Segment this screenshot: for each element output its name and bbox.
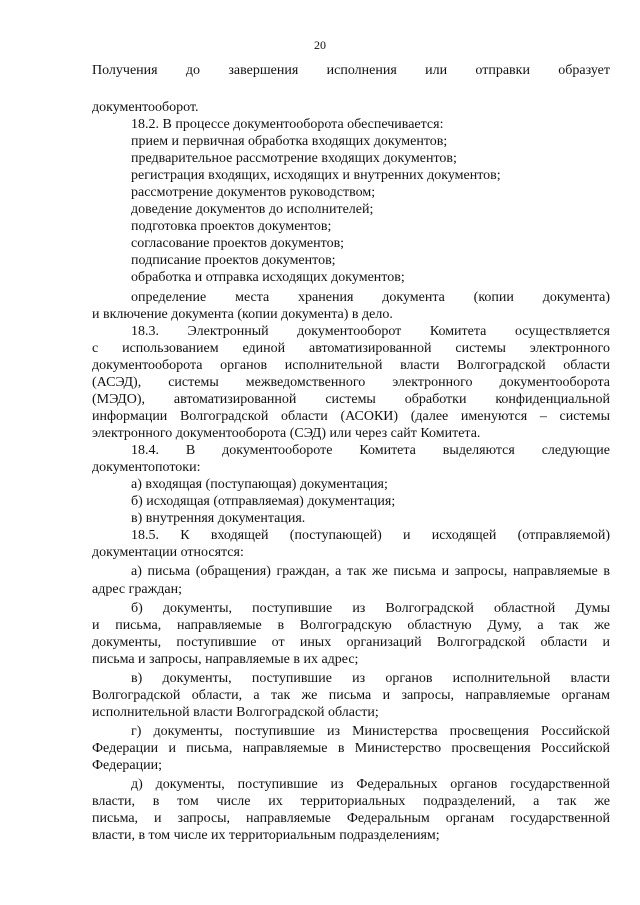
text-line: обработка и отправка исходящих документов;	[131, 270, 405, 285]
text-line: письма, и запросы, направляемые Федеральным органам государственной	[92, 811, 610, 826]
text-line: (АСЭД), системы межведомственного электронного документооборота	[92, 375, 610, 390]
text-line: подготовка проектов документов;	[131, 219, 332, 234]
text-line: документооборот.	[92, 100, 199, 115]
text-line: Федерации;	[92, 758, 163, 773]
text-line: 18.2. В процессе документооборота обеспечивается:	[131, 117, 444, 132]
text-line: Федерации и письма, направляемые в Министерство просвещения Российской	[92, 741, 610, 756]
text-line: регистрация входящих, исходящих и внутренних документов;	[131, 168, 501, 183]
text-line: электронного документооборота (СЭД) или через сайт Комитета.	[92, 426, 481, 441]
text-line: документы, поступившие от иных организаций Волгоградской области и	[92, 635, 610, 650]
text-line: Волгоградской области, а так же письма и запросы, направляемые органам	[92, 688, 610, 703]
text-line: предварительное рассмотрение входящих документов;	[131, 151, 457, 166]
text-line: и включение документа (копии документа) в дело.	[92, 307, 393, 322]
text-line: б) документы, поступившие из Волгоградской областной Думы	[131, 601, 610, 616]
text-line: б) исходящая (отправляемая) документация;	[131, 494, 396, 509]
text-line: доведение документов до исполнителей;	[131, 202, 374, 217]
text-line: документооборота органов исполнительной власти Волгоградской области	[92, 358, 610, 373]
text-line: Получения до завершения исполнения или отправки образует	[92, 63, 610, 78]
page-number: 20	[314, 38, 326, 52]
text-line: документации относятся:	[92, 545, 244, 560]
text-line: письма и запросы, направляемые в их адрес;	[92, 652, 359, 667]
text-line: определение места хранения документа (копии документа)	[131, 290, 610, 305]
text-line: а) входящая (поступающая) документация;	[131, 477, 388, 492]
text-line: рассмотрение документов руководством;	[131, 185, 376, 200]
text-line: 18.4. В документообороте Комитета выделяются следующие	[131, 443, 610, 458]
text-line: д) документы, поступившие из Федеральных органов государственной	[131, 777, 610, 792]
text-line: в) документы, поступившие из органов исполнительной власти	[131, 671, 610, 686]
text-line: в) внутренняя документация.	[131, 511, 306, 526]
text-line: прием и первичная обработка входящих документов;	[131, 134, 448, 149]
text-line: (МЭДО), автоматизированной системы обработки конфиденциальной	[92, 392, 610, 407]
text-line: власти, в том числе их территориальным подразделениям;	[92, 828, 440, 843]
text-line: документопотоки:	[92, 460, 201, 475]
text-line: адрес граждан;	[92, 582, 182, 597]
text-line: 18.5. К входящей (поступающей) и исходящей (отправляемой)	[131, 528, 610, 543]
text-line: подписание проектов документов;	[131, 253, 336, 268]
text-line: а) письма (обращения) граждан, а так же письма и запросы, направляемые в	[131, 564, 610, 579]
text-line: согласование проектов документов;	[131, 236, 345, 251]
text-line: с использованием единой автоматизированной системы электронного	[92, 341, 610, 356]
text-line: г) документы, поступившие из Министерства просвещения Российской	[131, 724, 610, 739]
text-line: исполнительной власти Волгоградской области;	[92, 705, 379, 720]
text-line: и письма, направляемые в Волгоградскую областную Думу, а так же	[92, 618, 610, 633]
text-line: власти, в том числе их территориальных подразделений, а так же	[92, 794, 610, 809]
text-line: информации Волгоградской области (АСОКИ) (далее именуются – системы	[92, 409, 610, 424]
text-line: 18.3. Электронный документооборот Комитета осуществляется	[131, 324, 610, 339]
